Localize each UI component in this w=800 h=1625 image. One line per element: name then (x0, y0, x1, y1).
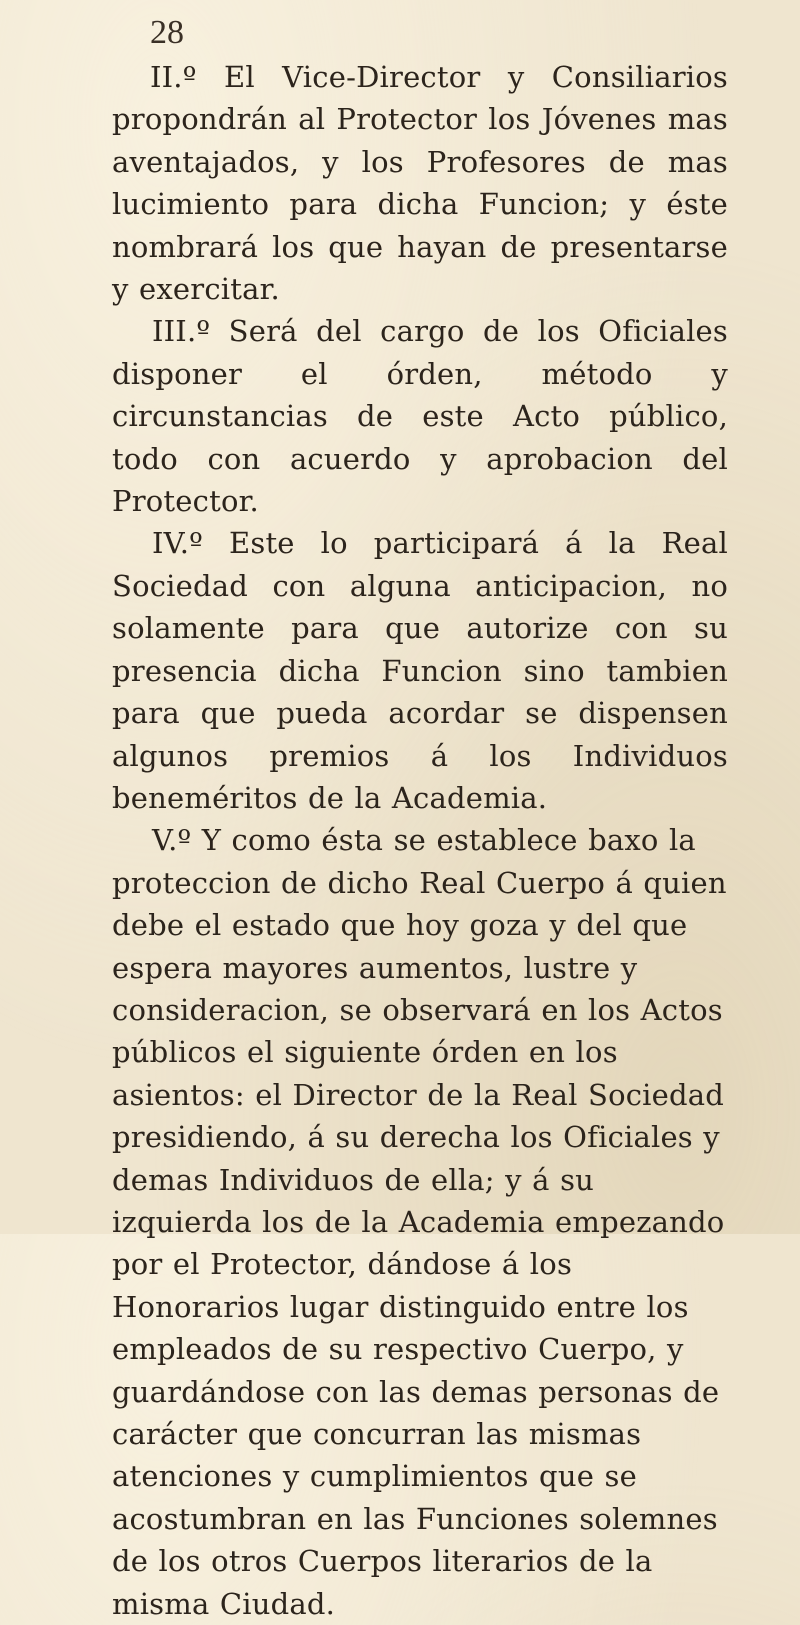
article-2-paragraph: II.º El Vice-Director y Consiliarios propondrán al Protector los Jóvenes mas aventajados, y los Profesores de mas lucimiento para dicha Funcion; y éste nombrará los que hayan de presentarse y exercitar. (112, 60, 728, 307)
article-3-paragraph: III.º Será del cargo de los Oficiales disponer el órden, método y circunstancias de este Acto público, todo con acuerdo y aprobacion del Protector. (112, 314, 728, 519)
page-number: 28 (150, 14, 184, 51)
article-5-paragraph: V.º Y como ésta se establece baxo la proteccion de dicho Real Cuerpo á quien debe el estado que hoy goza y del que espera mayores aumentos, lustre y consideracion, se observará en los Actos públicos el siguiente órden en los asientos: el Director de la Real Sociedad presidiendo, á su derecha los Oficiales y demas Individuos de ella; y á su izquierda los de la Academia empezando por el Protector, dándose á los Honorarios lugar distinguido entre los empleados de su respectivo Cuerpo, y guardándose con las demas personas de carácter que concurran las mismas atenciones y cumplimientos que se acostumbran en las Funciones solemnes de los otros Cuerpos literarios de la misma Ciudad. (112, 823, 727, 1621)
body-text (112, 56, 728, 1625)
article-4-paragraph: IV.º Este lo participará á la Real Sociedad con alguna anticipacion, no solamente para que autorize con su presencia dicha Funcion sino tambien para que pueda acordar se dispensen algunos premios á los Individuos beneméritos de la Academia. (112, 526, 728, 815)
